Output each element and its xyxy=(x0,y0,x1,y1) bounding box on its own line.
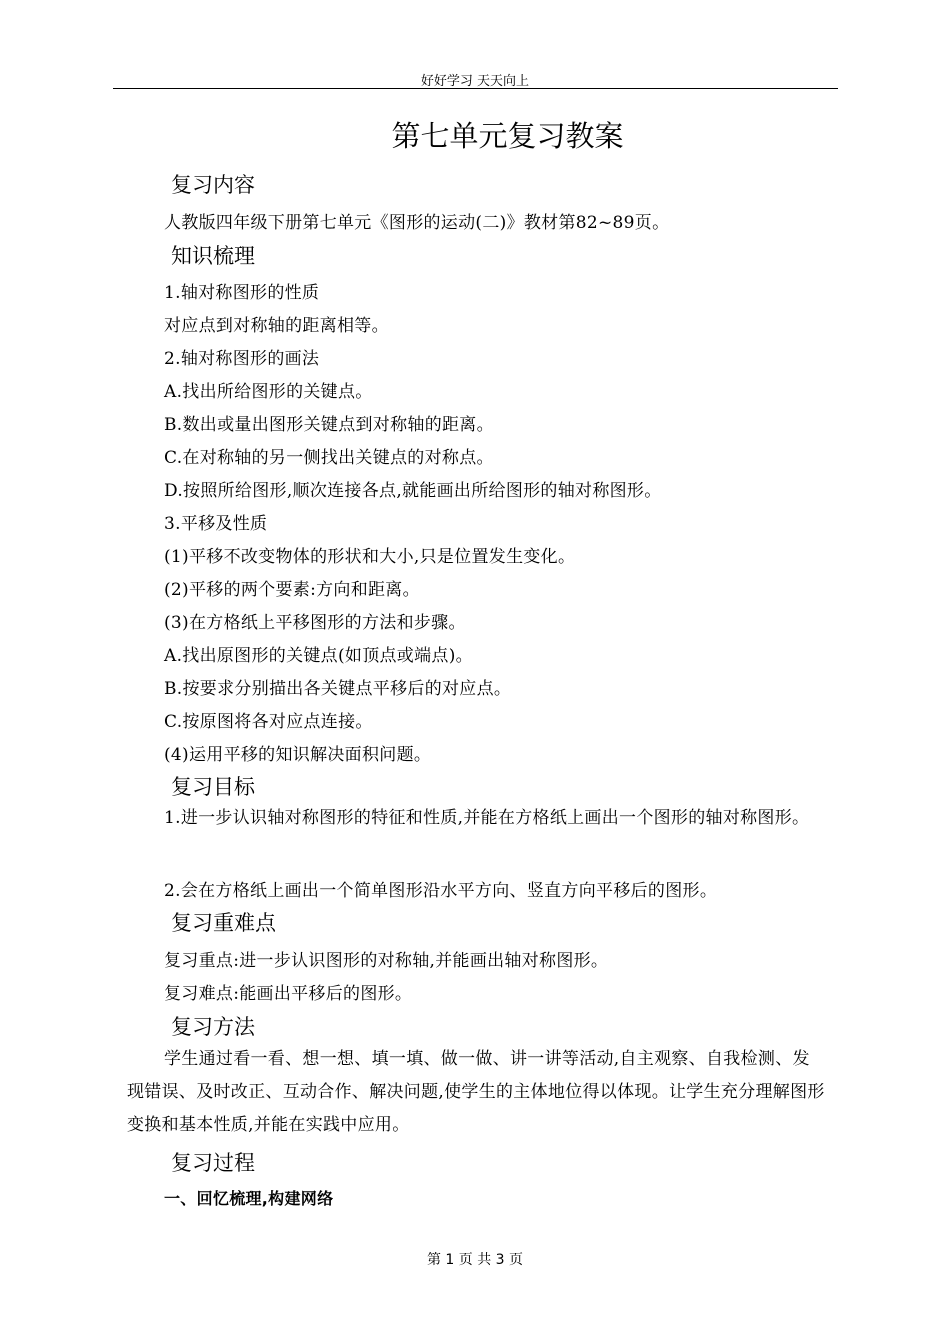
knowledge-1-title: 1.轴对称图形的性质 xyxy=(164,283,320,303)
section-keypoints: 复习重难点 xyxy=(171,911,276,935)
knowledge-3-item-4: (4)运用平移的知识解决面积问题。 xyxy=(164,745,432,765)
knowledge-3-item-3: (3)在方格纸上平移图形的方法和步骤。 xyxy=(164,613,466,633)
knowledge-2-step-b: B.数出或量出图形关键点到对称轴的距离。 xyxy=(164,415,494,435)
section-process: 复习过程 xyxy=(171,1151,255,1175)
knowledge-2-step-d: D.按照所给图形,顺次连接各点,就能画出所给图形的轴对称图形。 xyxy=(164,481,662,501)
knowledge-3-step-c: C.按原图将各对应点连接。 xyxy=(164,712,373,732)
knowledge-3-title: 3.平移及性质 xyxy=(164,514,268,534)
keypoint-main: 复习重点:进一步认识图形的对称轴,并能画出轴对称图形。 xyxy=(164,951,609,971)
section-goals: 复习目标 xyxy=(171,775,255,799)
goal-1: 1.进一步认识轴对称图形的特征和性质,并能在方格纸上画出一个图形的轴对称图形。 xyxy=(164,808,810,828)
document-title: 第七单元复习教案 xyxy=(391,119,624,153)
knowledge-3-item-2: (2)平移的两个要素:方向和距离。 xyxy=(164,580,420,600)
knowledge-2-step-a: A.找出所给图形的关键点。 xyxy=(164,382,373,402)
page-header: 好好学习 天天向上 xyxy=(420,74,530,89)
knowledge-3-step-a: A.找出原图形的关键点(如顶点或端点)。 xyxy=(164,646,473,666)
method-text: 学生通过看一看、想一想、填一填、做一做、讲一讲等活动,自主观察、自我检测、发现错误、及时改正、互动合作、解决问题,使学生的主体地位得以体现。让学生充分理解图形变换和基本性质,并能在实践中应用。 xyxy=(127,1049,825,1135)
section-method: 复习方法 xyxy=(171,1015,255,1039)
knowledge-2-step-c: C.在对称轴的另一侧找出关键点的对称点。 xyxy=(164,448,494,468)
section-review-content: 复习内容 xyxy=(171,173,255,197)
keypoint-difficult: 复习难点:能画出平移后的图形。 xyxy=(164,984,413,1004)
knowledge-1-text: 对应点到对称轴的距离相等。 xyxy=(164,316,389,336)
knowledge-3-item-1: (1)平移不改变物体的形状和大小,只是位置发生变化。 xyxy=(164,547,576,567)
header-divider xyxy=(113,88,838,89)
page-footer: 第 1 页 共 3 页 xyxy=(426,1252,524,1268)
process-step-1: 一、回忆梳理,构建网络 xyxy=(164,1189,334,1208)
content-text: 人教版四年级下册第七单元《图形的运动(二)》教材第82~89页。 xyxy=(164,213,670,233)
section-knowledge: 知识梳理 xyxy=(171,244,255,268)
knowledge-3-step-b: B.按要求分别描出各关键点平移后的对应点。 xyxy=(164,679,512,699)
knowledge-2-title: 2.轴对称图形的画法 xyxy=(164,349,320,369)
goal-2: 2.会在方格纸上画出一个简单图形沿水平方向、竖直方向平移后的图形。 xyxy=(164,881,718,901)
